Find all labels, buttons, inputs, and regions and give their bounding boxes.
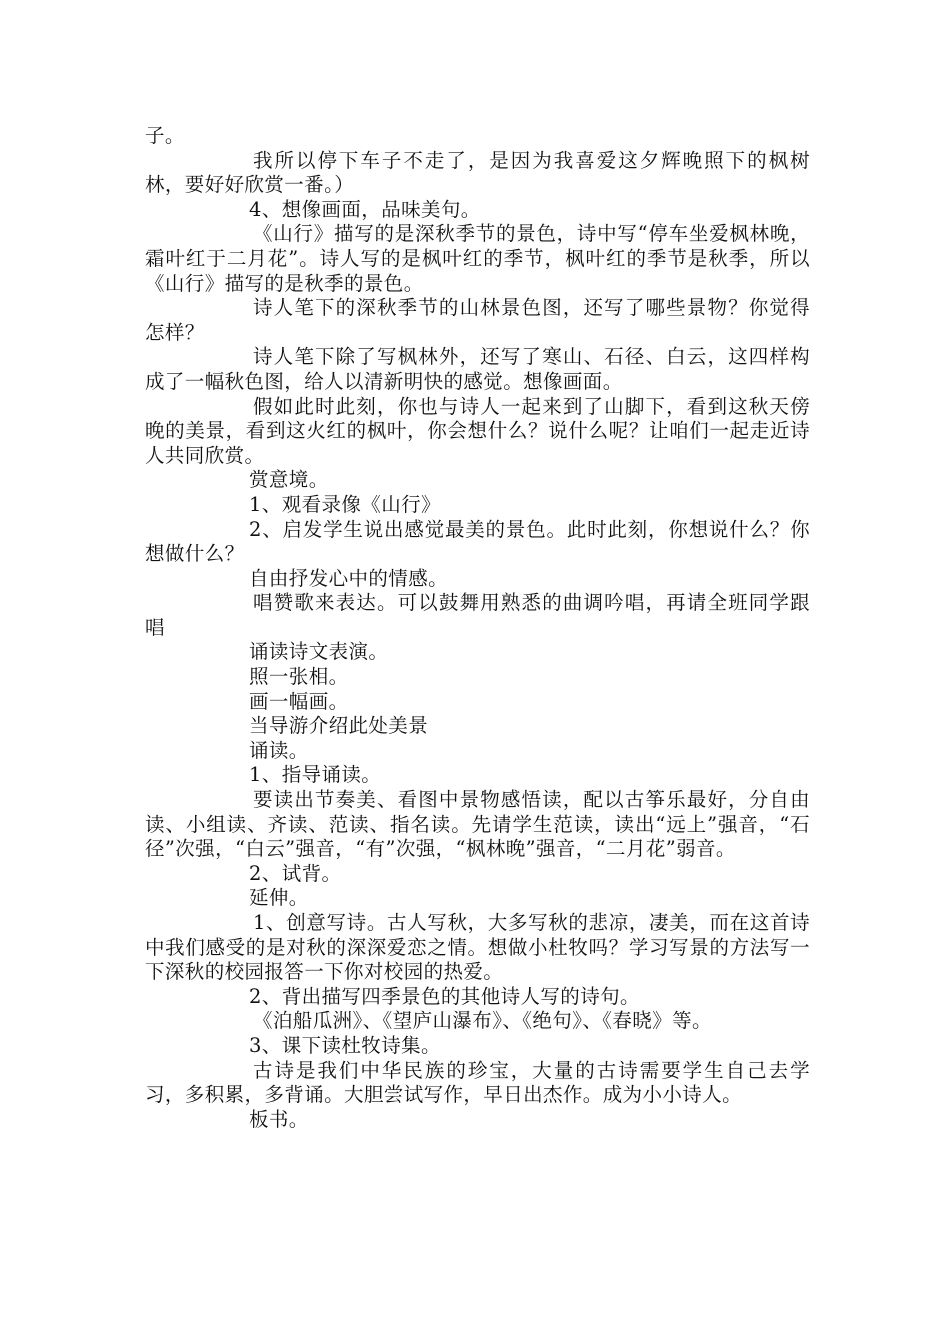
- paragraph-draw: 画一幅画。: [249, 689, 349, 713]
- paragraph-photo: 照一张相。: [249, 665, 349, 689]
- list-item-recite-others: 2、背出描写四季景色的其他诗人写的诗句。: [249, 984, 640, 1008]
- heading-imagine-scene: 4、想像画面，品味美句。: [249, 197, 481, 221]
- paragraph-conclusion: 古诗是我们中华民族的珍宝，大量的古诗需要学生自己去学习，多积累，多背诵。大胆尝试写作，早日出杰作。成为小小诗人。: [145, 1058, 810, 1107]
- list-item-read-dumu: 3、课下读杜牧诗集。: [249, 1033, 441, 1057]
- paragraph-guide: 当导游介绍此处美景: [249, 714, 429, 738]
- paragraph-reading-rhythm: 要读出节奏美、看图中景物感悟读，配以古筝乐最好，分自由读、小组读、齐读、范读、指名读。先请学生范读，读出“远上”强音，“石径”次强，“白云”强音，“有”次强，“枫林晚”强音，“二月花”弱音。: [145, 788, 810, 861]
- list-item-watch-video: 1、观看录像《山行》: [249, 492, 441, 516]
- list-item-try-recite: 2、试背。: [249, 861, 342, 885]
- list-item-creative-writing: 1、创意写诗。古人写秋，大多写秋的悲凉，凄美，而在这首诗中我们感受的是对秋的深深爱恋之情。想做小杜牧吗？学习写景的方法写一下深秋的校园报答一下你对校园的热爱。: [145, 911, 810, 984]
- paragraph-season: 《山行》描写的是深秋季节的景色，诗中写“停车坐爱枫林晚，霜叶红于二月花”。诗人写的是枫叶红的季节，枫叶红的季节是秋季，所以《山行》描写的是秋季的景色。: [145, 222, 810, 295]
- heading-extension: 延伸。: [249, 886, 309, 910]
- paragraph-imagine: 假如此时此刻，你也与诗人一起来到了山脚下，看到这秋天傍晚的美景，看到这火红的枫叶，你会想什么？说什么呢？让咱们一起走近诗人共同欣赏。: [145, 394, 810, 467]
- list-item-inspire: 2、启发学生说出感觉最美的景色。此时此刻，你想说什么？你想做什么？: [145, 517, 810, 566]
- list-item-guide-reading: 1、指导诵读。: [249, 763, 382, 787]
- heading-recite: 诵读。: [249, 738, 309, 762]
- paragraph-question-scenery: 诗人笔下的深秋季节的山林景色图，还写了哪些景物？你觉得怎样？: [145, 296, 810, 344]
- heading-blackboard: 板书。: [249, 1107, 309, 1131]
- paragraph-recite-perform: 诵读诗文表演。: [249, 640, 389, 664]
- paragraph-scenery-answer: 诗人笔下除了写枫林外，还写了寒山、石径、白云，这四样构成了一幅秋色图，给人以清新明快的感觉。想像画面。: [145, 345, 810, 393]
- heading-appreciate: 赏意境。: [249, 468, 329, 492]
- paragraph-poem-titles: 《泊船瓜洲》、《望庐山瀑布》、《绝句》、《春晓》等。: [253, 1009, 712, 1033]
- document-page: [145, 124, 810, 1132]
- paragraph-continuation: 子。: [145, 124, 185, 147]
- paragraph-sing: 唱赞歌来表达。可以鼓舞用熟悉的曲调吟唱，再请全班同学跟唱: [145, 591, 810, 639]
- paragraph-express: 自由抒发心中的情感。: [249, 566, 449, 590]
- paragraph-stop-reason: 我所以停下车子不走了，是因为我喜爱这夕辉晚照下的枫树林，要好好欣赏一番。）: [145, 148, 810, 197]
